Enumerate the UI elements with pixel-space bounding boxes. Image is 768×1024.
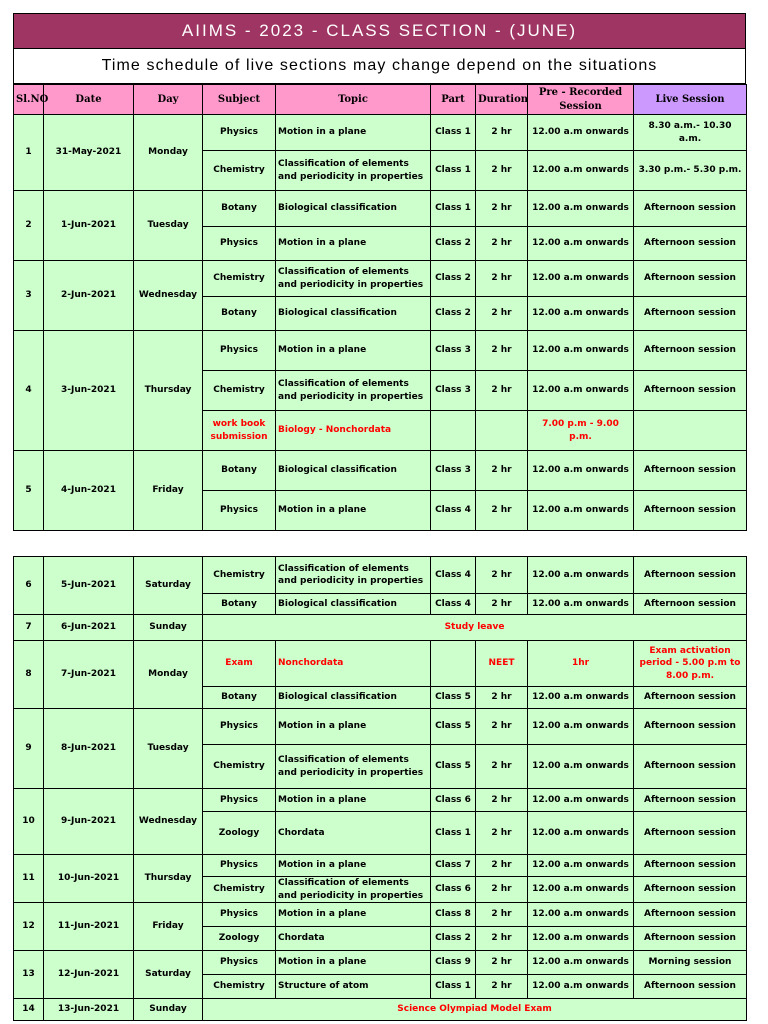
topic-cell: Biological classification	[276, 297, 431, 331]
prerecorded-cell: 12.00 a.m onwards	[528, 151, 634, 191]
topic-cell: Motion in a plane	[276, 951, 431, 975]
day-cell: Monday	[134, 115, 203, 191]
table-row	[14, 789, 747, 812]
date-cell: 31-May-2021	[44, 115, 134, 191]
slno-cell: 7	[14, 615, 44, 641]
subject-cell: Physics	[203, 855, 276, 877]
part-cell: Class 1	[431, 975, 476, 999]
live-session-cell: 3.30 p.m.- 5.30 p.m.	[634, 151, 747, 191]
table-row	[14, 115, 747, 151]
prerecorded-cell: 12.00 a.m onwards	[528, 115, 634, 151]
subject-cell: Physics	[203, 951, 276, 975]
topic-cell: Motion in a plane	[276, 789, 431, 812]
table-row	[14, 615, 747, 641]
date-cell: 4-Jun-2021	[44, 451, 134, 531]
subject-cell: Botany	[203, 451, 276, 491]
part-cell: Class 1	[431, 812, 476, 855]
day-cell: Tuesday	[134, 709, 203, 789]
prerecorded-cell: 12.00 a.m onwards	[528, 687, 634, 709]
slno-cell: 8	[14, 641, 44, 709]
date-cell: 11-Jun-2021	[44, 903, 134, 951]
slno-cell: 10	[14, 789, 44, 855]
live-session-cell: Exam activation period - 5.00 p.m to 8.00 p.m.	[634, 641, 747, 687]
part-cell: Class 5	[431, 687, 476, 709]
topic-cell: Motion in a plane	[276, 855, 431, 877]
subject-cell: Physics	[203, 115, 276, 151]
duration-cell: 2 hr	[476, 557, 528, 594]
date-cell: 5-Jun-2021	[44, 557, 134, 615]
duration-cell: 2 hr	[476, 151, 528, 191]
topic-cell: Motion in a plane	[276, 115, 431, 151]
date-cell: 7-Jun-2021	[44, 641, 134, 709]
duration-cell: 2 hr	[476, 745, 528, 789]
schedule-table-2	[13, 556, 747, 1021]
topic-cell: Motion in a plane	[276, 709, 431, 745]
live-session-cell: Afternoon session	[634, 191, 747, 227]
subject-cell: Chemistry	[203, 261, 276, 297]
prerecorded-cell: 12.00 a.m onwards	[528, 331, 634, 371]
table-row	[14, 557, 747, 594]
part-cell: Class 8	[431, 903, 476, 927]
subject-cell: Zoology	[203, 927, 276, 951]
table-header-row	[14, 85, 747, 115]
part-cell: Class 2	[431, 927, 476, 951]
table-row	[14, 261, 747, 297]
part-cell: Class 4	[431, 594, 476, 615]
duration-cell: 2 hr	[476, 927, 528, 951]
day-cell: Sunday	[134, 999, 203, 1021]
prerecorded-cell: 12.00 a.m onwards	[528, 594, 634, 615]
duration-cell: 2 hr	[476, 877, 528, 903]
day-cell: Wednesday	[134, 789, 203, 855]
duration-cell: 2 hr	[476, 331, 528, 371]
live-session-cell: Afternoon session	[634, 789, 747, 812]
header-part: Part	[431, 85, 476, 115]
subject-cell: Physics	[203, 491, 276, 531]
live-session-cell	[634, 411, 747, 451]
duration-cell: 2 hr	[476, 975, 528, 999]
part-cell	[431, 641, 476, 687]
duration-cell: 2 hr	[476, 687, 528, 709]
duration-cell: 2 hr	[476, 491, 528, 531]
table-row	[14, 999, 747, 1021]
part-cell: Class 1	[431, 115, 476, 151]
date-cell: 12-Jun-2021	[44, 951, 134, 999]
note-cell: Science Olympiad Model Exam	[203, 999, 747, 1021]
header-duration: Duration	[476, 85, 528, 115]
topic-cell: Classification of elements and periodicity in properties	[276, 261, 431, 297]
topic-cell: Motion in a plane	[276, 227, 431, 261]
duration-cell: 2 hr	[476, 227, 528, 261]
live-session-cell: Afternoon session	[634, 557, 747, 594]
topic-cell: Classification of elements and periodicity in properties	[276, 371, 431, 411]
slno-cell: 3	[14, 261, 44, 331]
topic-cell: Biological classification	[276, 451, 431, 491]
day-cell: Thursday	[134, 855, 203, 903]
date-cell: 3-Jun-2021	[44, 331, 134, 451]
part-cell: Class 2	[431, 227, 476, 261]
page-title: AIIMS - 2023 - CLASS SECTION - (JUNE)	[13, 13, 746, 49]
prerecorded-cell: 12.00 a.m onwards	[528, 451, 634, 491]
part-cell: Class 1	[431, 191, 476, 227]
subject-cell: Botany	[203, 687, 276, 709]
live-session-cell: Afternoon session	[634, 261, 747, 297]
duration-cell: 2 hr	[476, 191, 528, 227]
duration-cell: 2 hr	[476, 297, 528, 331]
part-cell: Class 3	[431, 451, 476, 491]
duration-cell: 2 hr	[476, 903, 528, 927]
live-session-cell: Afternoon session	[634, 975, 747, 999]
slno-cell: 14	[14, 999, 44, 1021]
table-row	[14, 903, 747, 927]
header-topic: Topic	[276, 85, 431, 115]
topic-cell: Classification of elements and periodicity in properties	[276, 557, 431, 594]
duration-cell: 2 hr	[476, 789, 528, 812]
duration-cell	[476, 411, 528, 451]
part-cell: Class 3	[431, 331, 476, 371]
subject-cell: Physics	[203, 709, 276, 745]
schedule-body-1	[14, 115, 747, 531]
duration-cell: 2 hr	[476, 812, 528, 855]
part-cell: Class 4	[431, 491, 476, 531]
prerecorded-cell: 12.00 a.m onwards	[528, 745, 634, 789]
schedule-table-1	[13, 84, 747, 531]
header-live-session: Live Session	[634, 85, 747, 115]
topic-cell: Chordata	[276, 927, 431, 951]
table-row	[14, 451, 747, 491]
subject-cell: Botany	[203, 594, 276, 615]
duration-cell: 2 hr	[476, 371, 528, 411]
prerecorded-cell: 1hr	[528, 641, 634, 687]
duration-cell: 2 hr	[476, 951, 528, 975]
duration-cell: NEET	[476, 641, 528, 687]
day-cell: Saturday	[134, 557, 203, 615]
date-cell: 2-Jun-2021	[44, 261, 134, 331]
live-session-cell: 8.30 a.m.- 10.30 a.m.	[634, 115, 747, 151]
prerecorded-cell: 12.00 a.m onwards	[528, 491, 634, 531]
prerecorded-cell: 12.00 a.m onwards	[528, 709, 634, 745]
prerecorded-cell: 12.00 a.m onwards	[528, 903, 634, 927]
schedule-body-2	[14, 557, 747, 1021]
duration-cell: 2 hr	[476, 451, 528, 491]
header-slno: Sl.NO	[14, 85, 44, 115]
prerecorded-cell: 12.00 a.m onwards	[528, 855, 634, 877]
topic-cell: Motion in a plane	[276, 331, 431, 371]
duration-cell: 2 hr	[476, 855, 528, 877]
topic-cell: Motion in a plane	[276, 903, 431, 927]
part-cell: Class 2	[431, 297, 476, 331]
live-session-cell: Afternoon session	[634, 812, 747, 855]
topic-cell: Biology - Nonchordata	[276, 411, 431, 451]
date-cell: 13-Jun-2021	[44, 999, 134, 1021]
topic-cell: Biological classification	[276, 191, 431, 227]
live-session-cell: Afternoon session	[634, 594, 747, 615]
slno-cell: 13	[14, 951, 44, 999]
header-subject: Subject	[203, 85, 276, 115]
topic-cell: Classification of elements and periodicity in properties	[276, 151, 431, 191]
part-cell: Class 6	[431, 789, 476, 812]
part-cell: Class 5	[431, 745, 476, 789]
subject-cell: Physics	[203, 331, 276, 371]
live-session-cell: Afternoon session	[634, 371, 747, 411]
slno-cell: 1	[14, 115, 44, 191]
live-session-cell: Afternoon session	[634, 927, 747, 951]
prerecorded-cell: 12.00 a.m onwards	[528, 297, 634, 331]
part-cell: Class 1	[431, 151, 476, 191]
live-session-cell: Afternoon session	[634, 877, 747, 903]
subject-cell: Chemistry	[203, 975, 276, 999]
table-row	[14, 855, 747, 877]
topic-cell: Chordata	[276, 812, 431, 855]
topic-cell: Classification of elements and periodicity in properties	[276, 877, 431, 903]
subject-cell: Physics	[203, 903, 276, 927]
subject-cell: Chemistry	[203, 371, 276, 411]
prerecorded-cell: 12.00 a.m onwards	[528, 557, 634, 594]
date-cell: 8-Jun-2021	[44, 709, 134, 789]
day-cell: Monday	[134, 641, 203, 709]
prerecorded-cell: 12.00 a.m onwards	[528, 261, 634, 297]
prerecorded-cell: 12.00 a.m onwards	[528, 812, 634, 855]
date-cell: 6-Jun-2021	[44, 615, 134, 641]
subject-cell: Physics	[203, 227, 276, 261]
live-session-cell: Afternoon session	[634, 491, 747, 531]
day-cell: Tuesday	[134, 191, 203, 261]
slno-cell: 6	[14, 557, 44, 615]
part-cell: Class 9	[431, 951, 476, 975]
duration-cell: 2 hr	[476, 115, 528, 151]
prerecorded-cell: 7.00 p.m - 9.00 p.m.	[528, 411, 634, 451]
live-session-cell: Afternoon session	[634, 297, 747, 331]
live-session-cell: Afternoon session	[634, 687, 747, 709]
slno-cell: 2	[14, 191, 44, 261]
part-cell: Class 2	[431, 261, 476, 297]
date-cell: 10-Jun-2021	[44, 855, 134, 903]
prerecorded-cell: 12.00 a.m onwards	[528, 927, 634, 951]
live-session-cell: Afternoon session	[634, 903, 747, 927]
part-cell: Class 7	[431, 855, 476, 877]
day-cell: Friday	[134, 903, 203, 951]
day-cell: Saturday	[134, 951, 203, 999]
slno-cell: 12	[14, 903, 44, 951]
prerecorded-cell: 12.00 a.m onwards	[528, 191, 634, 227]
day-cell: Wednesday	[134, 261, 203, 331]
prerecorded-cell: 12.00 a.m onwards	[528, 951, 634, 975]
date-cell: 1-Jun-2021	[44, 191, 134, 261]
live-session-cell: Afternoon session	[634, 451, 747, 491]
duration-cell: 2 hr	[476, 594, 528, 615]
subject-cell: Zoology	[203, 812, 276, 855]
prerecorded-cell: 12.00 a.m onwards	[528, 975, 634, 999]
prerecorded-cell: 12.00 a.m onwards	[528, 789, 634, 812]
header-day: Day	[134, 85, 203, 115]
slno-cell: 9	[14, 709, 44, 789]
subject-cell: Chemistry	[203, 151, 276, 191]
topic-cell: Biological classification	[276, 687, 431, 709]
table-row	[14, 641, 747, 687]
slno-cell: 4	[14, 331, 44, 451]
live-session-cell: Afternoon session	[634, 855, 747, 877]
subject-cell: Exam	[203, 641, 276, 687]
part-cell	[431, 411, 476, 451]
prerecorded-cell: 12.00 a.m onwards	[528, 371, 634, 411]
subject-cell: Chemistry	[203, 877, 276, 903]
schedule-notice: Time schedule of live sections may change depend on the situations	[13, 49, 746, 84]
part-cell: Class 6	[431, 877, 476, 903]
table-row	[14, 709, 747, 745]
part-cell: Class 3	[431, 371, 476, 411]
subject-cell: Physics	[203, 789, 276, 812]
topic-cell: Nonchordata	[276, 641, 431, 687]
topic-cell: Classification of elements and periodicity in properties	[276, 745, 431, 789]
subject-cell: Botany	[203, 191, 276, 227]
duration-cell: 2 hr	[476, 709, 528, 745]
live-session-cell: Afternoon session	[634, 331, 747, 371]
header-date: Date	[44, 85, 134, 115]
day-cell: Thursday	[134, 331, 203, 451]
live-session-cell: Morning session	[634, 951, 747, 975]
slno-cell: 11	[14, 855, 44, 903]
subject-cell: Chemistry	[203, 557, 276, 594]
table-row	[14, 191, 747, 227]
note-cell: Study leave	[203, 615, 747, 641]
subject-cell: Botany	[203, 297, 276, 331]
day-cell: Friday	[134, 451, 203, 531]
slno-cell: 5	[14, 451, 44, 531]
topic-cell: Biological classification	[276, 594, 431, 615]
table-row	[14, 331, 747, 371]
prerecorded-cell: 12.00 a.m onwards	[528, 877, 634, 903]
topic-cell: Motion in a plane	[276, 491, 431, 531]
table-row	[14, 951, 747, 975]
day-cell: Sunday	[134, 615, 203, 641]
subject-cell: Chemistry	[203, 745, 276, 789]
date-cell: 9-Jun-2021	[44, 789, 134, 855]
subject-cell: work book submission	[203, 411, 276, 451]
live-session-cell: Afternoon session	[634, 227, 747, 261]
topic-cell: Structure of atom	[276, 975, 431, 999]
duration-cell: 2 hr	[476, 261, 528, 297]
live-session-cell: Afternoon session	[634, 709, 747, 745]
part-cell: Class 5	[431, 709, 476, 745]
live-session-cell: Afternoon session	[634, 745, 747, 789]
prerecorded-cell: 12.00 a.m onwards	[528, 227, 634, 261]
part-cell: Class 4	[431, 557, 476, 594]
header-prerecorded: Pre - Recorded Session	[528, 85, 634, 115]
